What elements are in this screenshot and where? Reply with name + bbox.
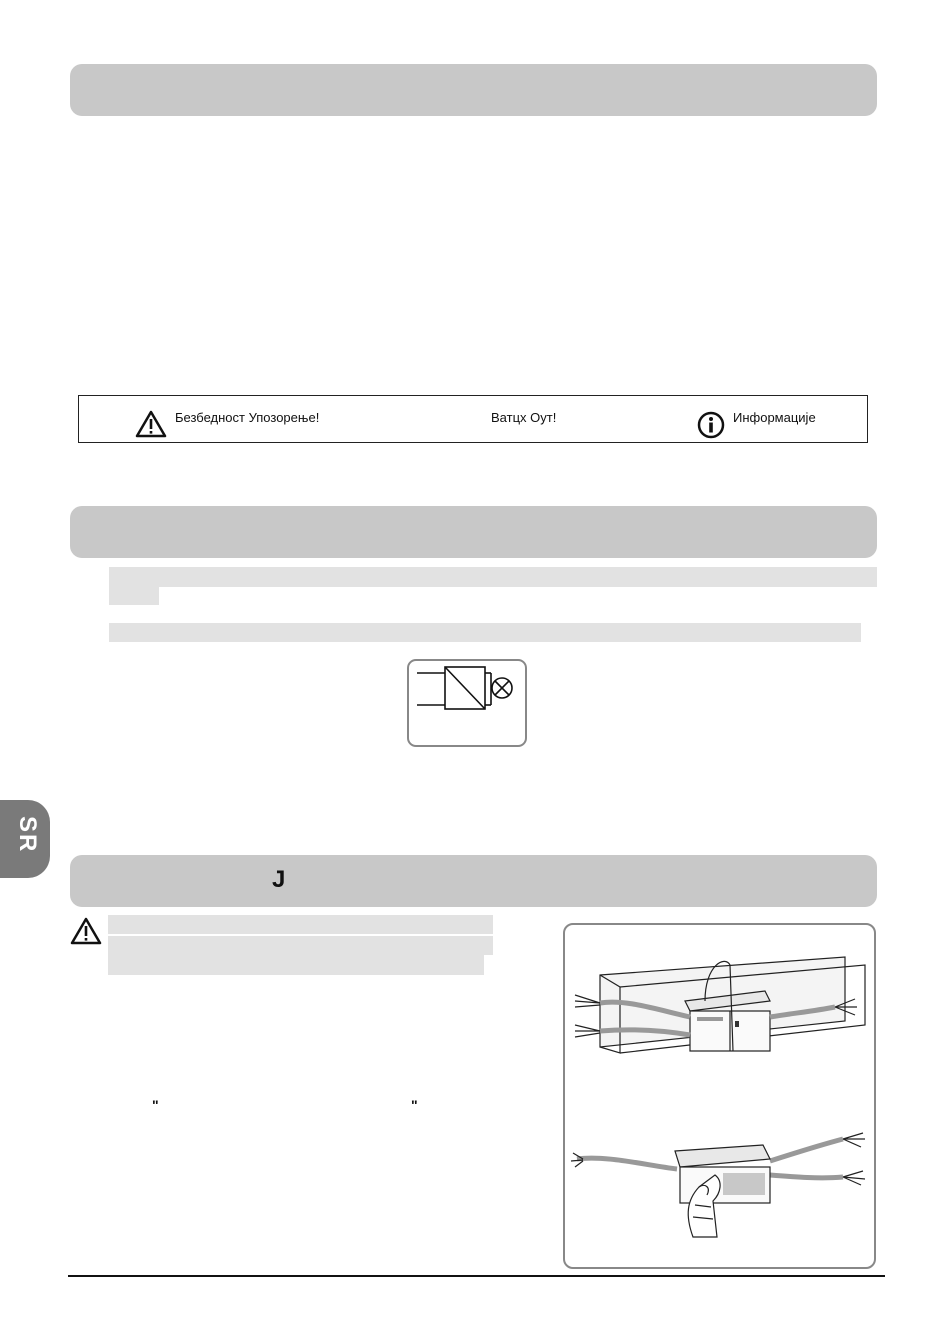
open-quote: " [152, 1097, 159, 1113]
close-quote: " [411, 1097, 418, 1113]
legend-watch-out: Ватцх Оут! [491, 410, 557, 425]
converter-lamp-symbol-icon [409, 661, 525, 745]
highlight-strip [109, 567, 877, 587]
section-heading-glyph: J [272, 866, 286, 893]
language-tab [0, 800, 50, 878]
warning-highlight-strip [108, 936, 493, 955]
section-header-band-1 [70, 64, 877, 116]
legend-information: Информације [733, 410, 816, 425]
language-code: SR [14, 816, 41, 854]
info-circle-icon [697, 411, 725, 439]
mounting-illustration-panel [563, 923, 876, 1269]
warning-highlight-strip [108, 955, 484, 975]
footer-rule [68, 1275, 885, 1277]
warning-triangle-icon [135, 410, 167, 438]
highlight-strip [109, 623, 861, 642]
highlight-strip [109, 587, 159, 605]
legend-safety-warning: Безбедност Упозорење! [175, 410, 320, 425]
legend-box [78, 395, 868, 443]
device-mounting-illustration [565, 925, 874, 1267]
section-header-band-2 [70, 506, 877, 558]
warning-highlight-strip [108, 915, 493, 934]
section-header-band-3 [70, 855, 877, 907]
warning-triangle-icon [70, 917, 102, 945]
converter-symbol-box [407, 659, 527, 747]
